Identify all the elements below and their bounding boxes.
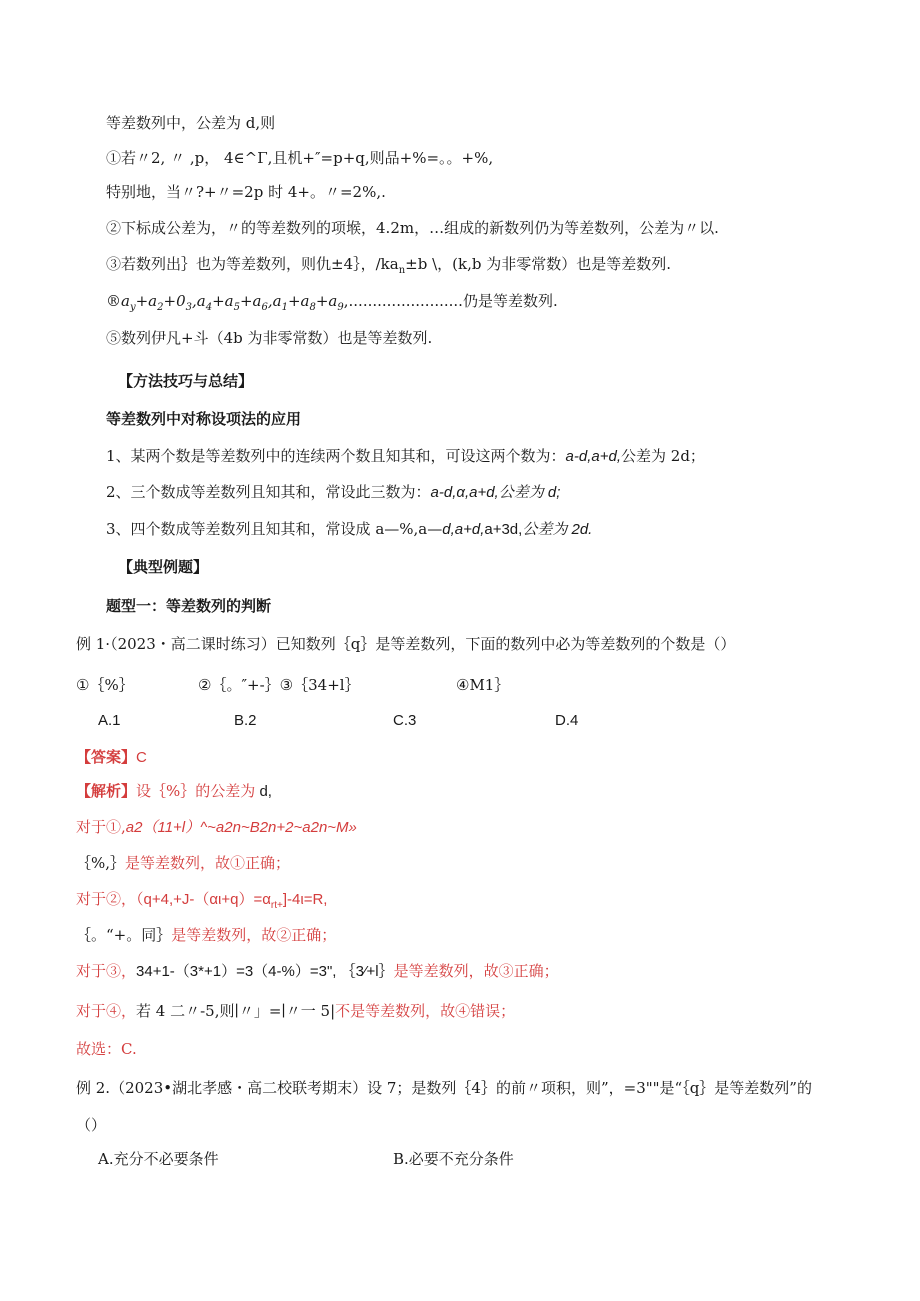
math-segment: 公差为 2d. — [522, 521, 593, 538]
math-segment: 34+1-（3*+1）=3（4-%）=3", ｛3⁄+l｝ — [136, 963, 394, 980]
text-line: ①若〃2, 〃 ,p， 4∈^Γ,且机+″=p+q,则品+%=。。+%, — [106, 149, 494, 167]
text-line — [106, 254, 671, 281]
subsection-heading: 等差数列中对称设项法的应用 — [106, 410, 302, 428]
subscript: 6 — [261, 302, 268, 313]
text-segment: ®a — [106, 292, 130, 310]
subscript: rt+ — [270, 900, 283, 911]
analysis-line — [76, 781, 272, 802]
example-line: 例 2.（2023•湖北孝感・高二校联考期末）设 7；是数列｛4｝的前〃项积，则”，=3""是“｛q｝是等差数列”的 — [76, 1079, 812, 1097]
analysis-line: 故选：C. — [76, 1040, 137, 1058]
text-segment: 公差为 2d； — [621, 447, 705, 465]
subsection-heading: 题型一：等差数列的判断 — [106, 597, 272, 615]
text-segment: 是等差数列，故①正确； — [125, 854, 291, 872]
text-segment: ,a — [267, 292, 282, 310]
section-heading: 【典型例题】 — [118, 558, 209, 576]
options-line: ②｛。″+-｝③｛34+l｝ — [198, 676, 360, 694]
subscript: y — [129, 302, 136, 313]
math-segment: a-d,a+d, — [565, 448, 622, 465]
math-segment: （q+4,+J-（αι+q）=α — [136, 891, 271, 908]
answer-value: C — [136, 749, 147, 766]
text-line: 特别地，当〃?+〃=2p 时 4+。〃=2%,. — [106, 183, 386, 201]
text-line: ②下标成公差为，〃的等差数列的项堠，4.2m，…组成的新数列仍为等差数列，公差为〃以. — [106, 219, 719, 237]
subscript: 4 — [205, 302, 213, 313]
text-segment: +a — [212, 292, 234, 310]
text-line — [106, 446, 705, 467]
choice-c: C.3 — [393, 712, 417, 729]
text-segment: +a — [239, 292, 262, 310]
math-segment: a+3d, — [484, 521, 523, 538]
math-segment: ]-4ι=R, — [282, 891, 328, 908]
text-line: 等差数列中，公差为 d,则 — [106, 114, 276, 132]
choice-b: B.2 — [234, 712, 257, 729]
text-segment: ③若数列出｝也为等差数列，则仇±4｝，/ka — [106, 255, 399, 273]
choice-b: B.必要不充分条件 — [393, 1150, 514, 1168]
math-segment: 若 4 二〃-5,则∣〃」=∣〃一 5| — [136, 1002, 336, 1020]
math-segment: d,a+d, — [442, 521, 485, 538]
text-segment: 对于①, — [76, 818, 126, 836]
text-line — [106, 519, 592, 540]
text-segment: 3、四个数成等差数列且知其和，常设成 a—%,a— — [106, 520, 443, 538]
text-segment: +a — [135, 292, 158, 310]
example-line: 例 1·（2023・高二课时练习）已知数列｛q｝是等差数列，下面的数列中必为等差数列的个数是（） — [76, 635, 736, 653]
text-line — [106, 291, 558, 318]
text-line — [106, 482, 560, 503]
choice-a: A.充分不必要条件 — [98, 1150, 219, 1168]
text-segment: ,a — [192, 292, 206, 310]
analysis-label: 【解析】 — [76, 782, 137, 800]
answer-line — [76, 747, 147, 768]
analysis-line — [76, 961, 559, 982]
analysis-line — [76, 1001, 515, 1021]
section-heading: 【方法技巧与总结】 — [118, 372, 254, 390]
analysis-line — [76, 817, 357, 838]
text-segment: ,........................仍是等差数列. — [343, 292, 558, 310]
subscript: n — [398, 265, 406, 276]
answer-label: 【答案】 — [76, 748, 137, 766]
options-line: ④M1｝ — [456, 676, 510, 694]
choice-d: D.4 — [555, 712, 579, 729]
math-segment: a-d,α,a+d,公差为 d; — [430, 484, 561, 501]
options-line: ①｛%｝ — [76, 676, 134, 694]
text-segment: 不是等差数列，故④错误； — [335, 1002, 516, 1020]
example-line: （） — [76, 1116, 107, 1134]
subscript: 3 — [185, 302, 192, 313]
subscript: 1 — [281, 302, 288, 313]
text-line: ⑤数列伊凡+斗（4b 为非零常数）也是等差数列. — [106, 329, 433, 347]
text-segment: +0 — [163, 292, 186, 310]
text-segment: ｛。“+。同｝ — [76, 926, 172, 944]
subscript: 9 — [337, 302, 344, 313]
math-segment: a2（11+l）^~a2n~B2n+2~a2n~M» — [125, 819, 357, 836]
text-segment: 对于②， — [76, 890, 137, 908]
text-segment: +a — [315, 292, 338, 310]
text-segment: 1、某两个数是等差数列中的连续两个数且知其和，可设这两个数为： — [106, 447, 566, 465]
text-segment: 是等差数列，故③正确； — [393, 962, 559, 980]
text-segment: 设｛%｝的公差为 — [136, 782, 256, 800]
text-segment: 对于③， — [76, 962, 137, 980]
text-segment: 2、三个数成等差数列且知其和，常设此三数为： — [106, 483, 431, 501]
text-segment: ±b \，(k,b 为非零常数）也是等差数列. — [405, 255, 671, 273]
subscript: 5 — [233, 302, 240, 313]
text-segment: ｛%,｝ — [76, 854, 126, 872]
text-segment: d, — [255, 783, 272, 800]
text-segment: 是等差数列，故②正确； — [171, 926, 337, 944]
text-segment: +a — [287, 292, 310, 310]
analysis-line — [76, 889, 327, 916]
text-segment: 对于④， — [76, 1002, 137, 1020]
subscript: 8 — [309, 302, 316, 313]
analysis-line — [76, 853, 290, 873]
subscript: 2 — [157, 302, 164, 313]
choice-a: A.1 — [98, 712, 121, 729]
analysis-line — [76, 925, 336, 945]
